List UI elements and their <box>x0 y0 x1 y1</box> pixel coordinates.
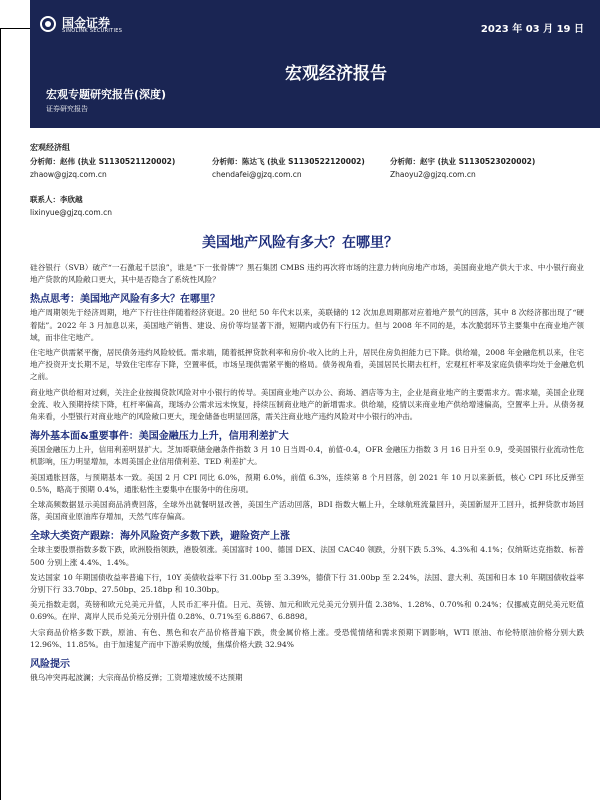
section-paragraph: 美元指数走弱，英镑和欧元兑美元升值，人民币汇率升值。日元、英镑、加元和欧元兑美元分别升值 2.38%、1.28%、0.70%和 0.24%；仅挪威克朗兑美元贬值 0.69%。在岸、离岸人民币兑美元分别升值 0.28%、0.71%至 6.8867、6.8898。 <box>30 600 584 622</box>
analyst-name: 分析师：陈达飞 (执业 S1130522120002) <box>212 157 365 166</box>
analyst-name: 分析师：赵宇 (执业 S1130523020002) <box>390 157 536 166</box>
analyst-group: 宏观经济组 <box>30 143 70 152</box>
section-paragraph: 地产周期领先于经济周期，地产下行往往伴随着经济衰退。20 世纪 50 年代末以来，美联储的 12 次加息周期都对应着地产景气的回落，其中 8 次经济都出现了“硬着陆”。2022 年 3 月加息以来，美国地产销售、建设、房价等均显著下滑，短期内或仍有下行压力。但与 2008 年不同的是，本次脆弱环节主要集中在商业地产领域，而非住宅地产。 <box>30 308 584 342</box>
left-rule <box>0 28 1 800</box>
contact-email[interactable]: lixinyue@gjzq.com.cn <box>30 208 112 217</box>
section-paragraph: 美国通胀回落，与预期基本一致。美国 2 月 CPI 同比 6.0%，预期 6.0%，前值 6.3%，连续第 8 个月回落，创 2021 年 10 月以来新低，核心 CPI 环比反弹至 0.5%，略高于预期 0.4%，通胀粘性主要集中在服务中的住房项。 <box>30 472 584 494</box>
report-header <box>30 0 600 128</box>
analyst-email[interactable]: Zhaoyu2@gjzq.com.cn <box>390 170 476 179</box>
section-heading: 风险提示 <box>30 659 70 671</box>
logo-name-cn: 国金证券 <box>62 16 111 30</box>
analyst-email[interactable]: zhaow@gjzq.com.cn <box>30 170 107 179</box>
analyst-name: 分析师：赵伟 (执业 S1130521120002) <box>30 157 176 166</box>
section-paragraph: 商业地产供给相对过剩，关注企业按揭贷款风险对中小银行的传导。美国商业地产以办公、商场、酒店等为主，企业是商业地产的主要需求方。需求端，美国企业现金流、收入预期持续下降，杠杆率偏高，现场办公需求远未恢复，持续压制商业地产的新增需求。供给端，疫情以来商业地产供给增速偏高，空置率上升。从债务视角来看，小型银行对商业地产的风险敞口更大，现金储备也明显回落，需关注商业地产违约风险对中小银行的冲击。 <box>30 387 584 422</box>
section-paragraph: 俄乌冲突再起波澜；大宗商品价格反弹；工资增速放缓不达预期 <box>30 673 243 683</box>
section-paragraph: 大宗商品价格多数下跌，原油、有色、黑色和农产品价格普遍下跌，贵金属价格上涨。受恐慌情绪和需求预期下调影响，WTI 原油、布伦特原油价格分别大跌 12.96%、11.85%。由于加速复产而中下游采购放缓，焦煤价格大跌 32.94% <box>30 627 584 649</box>
logo-icon <box>40 16 56 32</box>
logo-name-en: SINOLINK SECURITIES <box>62 28 123 34</box>
company-logo <box>40 14 160 36</box>
section-paragraph: 美国金融压力上升，信用利差明显扩大。芝加哥联储金融条件指数 3 月 10 日当周-0.4，前值-0.4，OFR 金融压力指数 3 月 16 日升至 0.9，受美国银行业流动性危机影响，压力明显增加，本周美国企业信用债利差、TED 利差扩大。 <box>30 445 584 467</box>
intro-paragraph: 硅谷银行（SVB）破产“一石激起千层浪”，谁是“下一张骨牌”？黑石集团 CMBS 违约再次将市场的注意力转向房地产市场，美国商业地产供大于求、中小银行商业地产贷款的风险敞口更大，其中是否隐含了系统性风险？ <box>30 263 584 285</box>
report-date: 2023 年 03 月 19 日 <box>480 24 584 35</box>
section-paragraph: 全球高频数据显示美国商品消费回落，全球外出就餐明显改善，美国生产活动回落，BDI 指数大幅上升，全球航班流量回升，美国新屋开工回升，抵押贷款市场回落，美国商业原油库存增加，天然气库存偏高。 <box>30 500 584 522</box>
section-heading: 全球大类资产跟踪：海外风险资产多数下跌，避险资产上涨 <box>30 531 290 543</box>
section-paragraph: 发达国家 10 年期国债收益率普遍下行，10Y 美债收益率下行 31.00bp 至 3.39%，德债下行 31.00bp 至 2.24%，法国、意大利、英国和日本 10 年期国债收益率分别下行 33.70bp、27.50bp、25.18bp 和 10.30bp。 <box>30 572 584 595</box>
section-heading: 热点思考：美国地产风险有多大？在哪里？ <box>30 294 220 306</box>
report-category: 证券研究报告 <box>46 105 88 113</box>
section-paragraph: 住宅地产供需紧平衡，居民债务违约风险较低。需求端，随着抵押贷款利率和房价-收入比的上升，居民住房负担能力已下降。供给端，2008 年金融危机以来，住宅地产投资开支长期不足，导致住宅库存下降，空置率低，市场呈现供需紧平衡的格局。债务视角看，美国居民长期去杠杆，宏观杠杆率及家庭负债率均处于金融危机之前。 <box>30 348 584 382</box>
section-paragraph: 全球主要股票指数多数下跌，欧洲股指领跌，港股领涨。美国富时 100、德国 DEX、法国 CAC40 领跌，分别下跌 5.3%、4.3%和 4.1%；仅纳斯达克指数、标普 500 分别上涨 4.4%、1.4%。 <box>30 545 584 567</box>
contact-name: 联系人：李欣越 <box>30 195 83 204</box>
report-title: 宏观经济报告 <box>285 64 387 84</box>
section-heading: 海外基本面&重要事件：美国金融压力上升，信用利差扩大 <box>30 431 289 443</box>
document-body <box>30 262 584 687</box>
analyst-email[interactable]: chendafei@gjzq.com.cn <box>212 170 302 179</box>
document-title: 美国地产风险有多大？在哪里？ <box>202 235 398 251</box>
report-subtitle: 宏观专题研究报告(深度) <box>46 88 167 101</box>
